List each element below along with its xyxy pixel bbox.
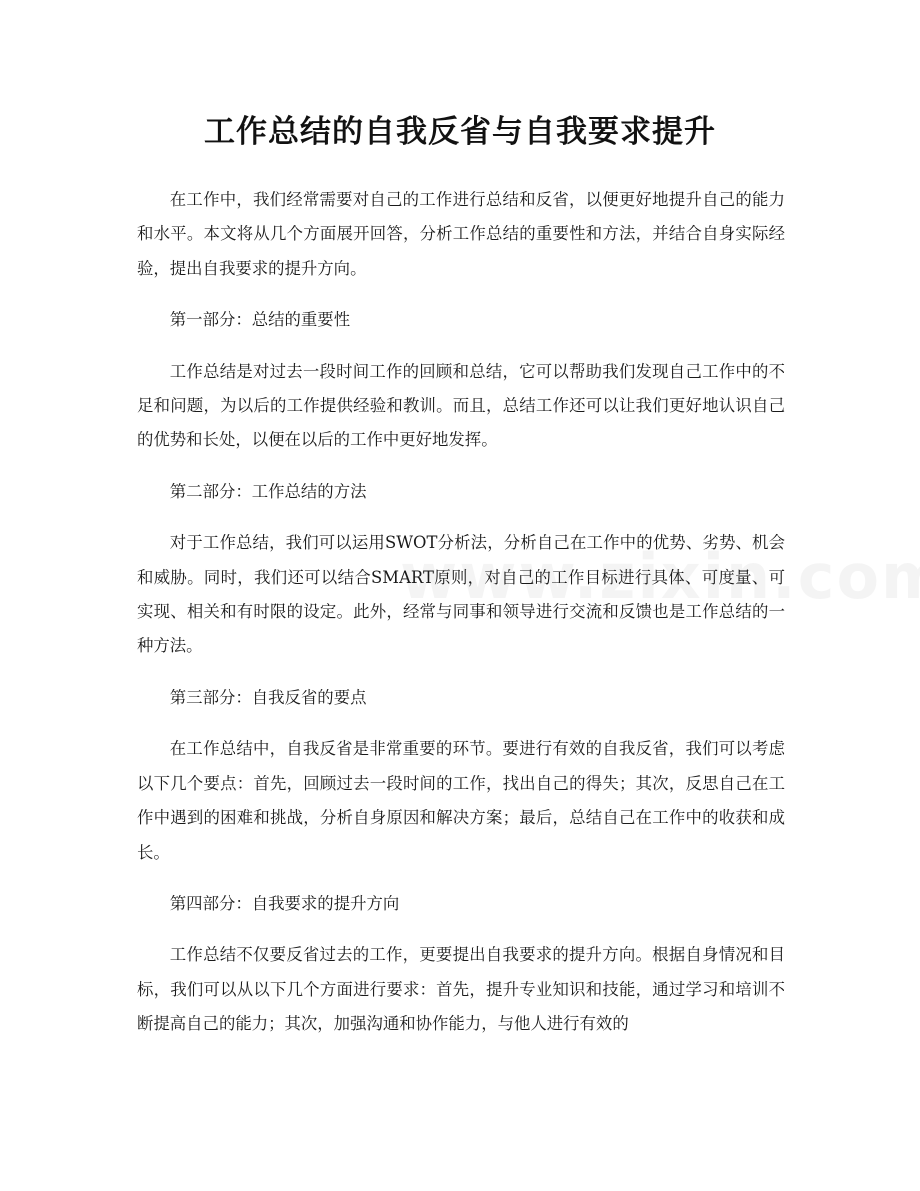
section-heading-1: 第一部分：总结的重要性 (169, 310, 351, 330)
page-title: 工作总结的自我反省与自我要求提升 (204, 114, 716, 150)
section-heading-3: 第三部分：自我反省的要点 (169, 687, 367, 707)
section-paragraph-2: 对于工作总结，我们可以运用SWOT分析法，分析自己在工作中的优势、劣势、机会和威胁。同时，我们还可以结合SMART原则，对自己的工作目标进行具体、可度量、可实现、相关和有时限的设定。此外，经常与同事和领导进行交流和反馈也是工作总结的一种方法。 (137, 533, 785, 656)
intro-paragraph: 在工作中，我们经常需要对自己的工作进行总结和反省，以便更好地提升自己的能力和水平。本文将从几个方面展开回答，分析工作总结的重要性和方法，并结合自身实际经验，提出自我要求的提升方向。 (137, 190, 785, 278)
section-heading-4: 第四部分：自我要求的提升方向 (169, 893, 400, 913)
document-body (137, 183, 785, 1059)
section-paragraph-1: 工作总结是对过去一段时间工作的回顾和总结，它可以帮助我们发现自己工作中的不足和问题，为以后的工作提供经验和教训。而且，总结工作还可以让我们更好地认识自己的优势和长处，以便在以后的工作中更好地发挥。 (137, 361, 785, 450)
section-paragraph-3: 在工作总结中，自我反省是非常重要的环节。要进行有效的自我反省，我们可以考虑以下几个要点：首先，回顾过去一段时间的工作，找出自己的得失；其次，反思自己在工作中遇到的困难和挑战，分析自身原因和解决方案；最后，总结自己在工作中的收获和成长。 (137, 739, 785, 862)
section-heading-2: 第二部分：工作总结的方法 (169, 481, 367, 501)
section-paragraph-4: 工作总结不仅要反省过去的工作，更要提出自我要求的提升方向。根据自身情况和目标，我们可以从以下几个方面进行要求：首先，提升专业知识和技能，通过学习和培训不断提高自己的能力；其次，加强沟通和协作能力，与他人进行有效的 (137, 945, 785, 1034)
